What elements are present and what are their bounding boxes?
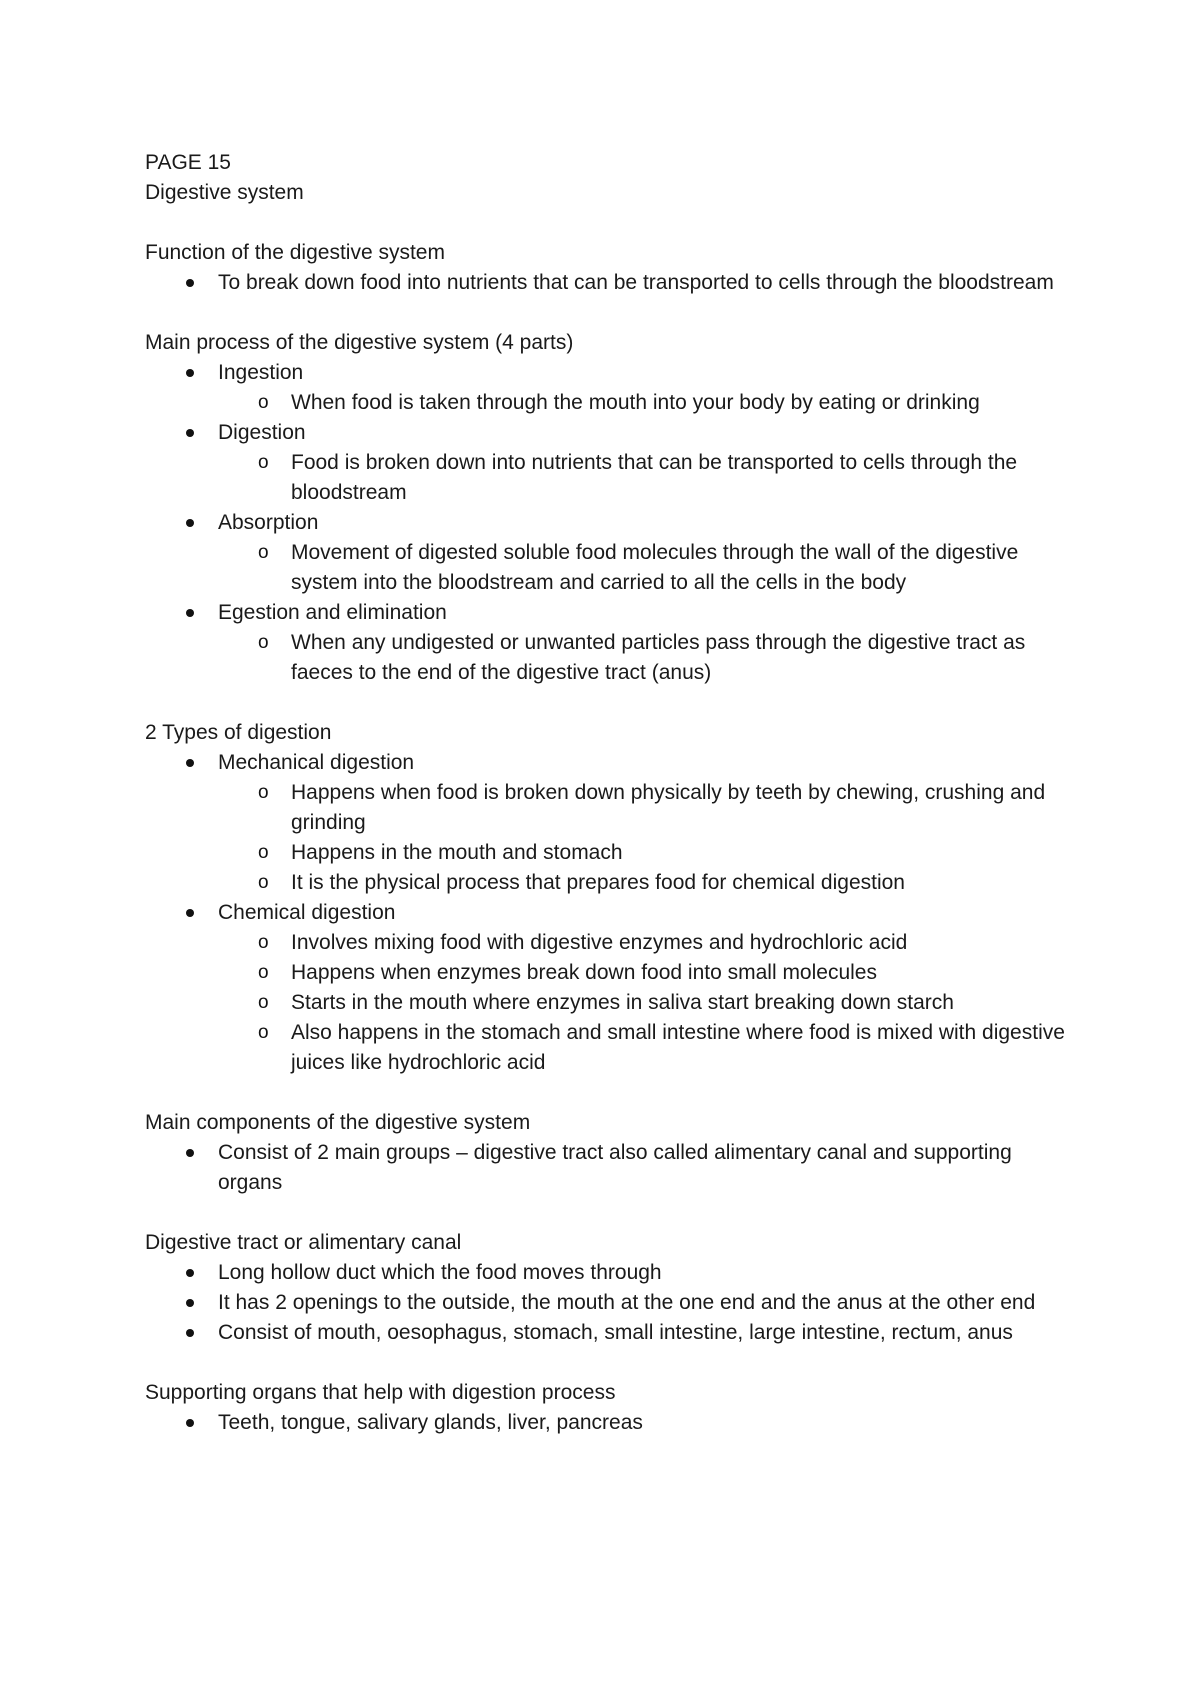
sub-list-item: o Happens in the mouth and stomach: [145, 838, 1075, 868]
spacer: [145, 208, 1075, 238]
section-main-components: [145, 1108, 1075, 1198]
sub-list-item: o Happens when food is broken down physically by teeth by chewing, crushing and grinding: [145, 778, 1075, 838]
list-item: Mechanical digestion: [145, 748, 1075, 778]
spacer: [145, 298, 1075, 328]
bullet-list: [145, 358, 1075, 688]
section-function: [145, 238, 1075, 298]
sub-list-item: o Movement of digested soluble food molecules through the wall of the digestive system into the bloodstream and carried to all the cells in the body: [145, 538, 1075, 598]
list-item: Ingestion: [145, 358, 1075, 388]
section-types-of-digestion: [145, 718, 1075, 1078]
section-main-process: [145, 328, 1075, 688]
list-item: Teeth, tongue, salivary glands, liver, pancreas: [145, 1408, 1075, 1438]
sub-list-item: o Starts in the mouth where enzymes in saliva start breaking down starch: [145, 988, 1075, 1018]
list-item: Consist of 2 main groups – digestive tract also called alimentary canal and supporting organs: [145, 1138, 1075, 1198]
section-heading: Main components of the digestive system: [145, 1111, 531, 1134]
section-digestive-tract: [145, 1228, 1075, 1348]
bullet-list: [145, 268, 1075, 298]
document-title: Digestive system: [145, 181, 304, 204]
document-page: [145, 148, 1075, 1438]
bullet-list: [145, 1138, 1075, 1198]
sub-list-item: o When any undigested or unwanted particles pass through the digestive tract as faeces to the end of the digestive tract (anus): [145, 628, 1075, 688]
list-item: Absorption: [145, 508, 1075, 538]
spacer: [145, 1348, 1075, 1378]
list-item: Long hollow duct which the food moves through: [145, 1258, 1075, 1288]
section-heading: Digestive tract or alimentary canal: [145, 1231, 462, 1254]
list-item: To break down food into nutrients that can be transported to cells through the bloodstream: [145, 268, 1075, 298]
section-heading: Main process of the digestive system (4 parts): [145, 331, 574, 354]
section-heading: Supporting organs that help with digestion process: [145, 1381, 616, 1404]
spacer: [145, 1078, 1075, 1108]
sub-list-item: o Food is broken down into nutrients that can be transported to cells through the bloodstream: [145, 448, 1075, 508]
section-supporting-organs: [145, 1378, 1075, 1438]
list-item: Digestion: [145, 418, 1075, 448]
list-item: Egestion and elimination: [145, 598, 1075, 628]
sub-list-item: o Also happens in the stomach and small intestine where food is mixed with digestive juices like hydrochloric acid: [145, 1018, 1075, 1078]
page-number: PAGE 15: [145, 151, 231, 174]
sub-list-item: o It is the physical process that prepares food for chemical digestion: [145, 868, 1075, 898]
spacer: [145, 688, 1075, 718]
list-item: It has 2 openings to the outside, the mouth at the one end and the anus at the other end: [145, 1288, 1075, 1318]
bullet-list: [145, 748, 1075, 1078]
bullet-list: [145, 1258, 1075, 1348]
bullet-list: [145, 1408, 1075, 1438]
sub-list-item: o When food is taken through the mouth into your body by eating or drinking: [145, 388, 1075, 418]
list-item: Consist of mouth, oesophagus, stomach, small intestine, large intestine, rectum, anus: [145, 1318, 1075, 1348]
section-heading: 2 Types of digestion: [145, 721, 332, 744]
spacer: [145, 1198, 1075, 1228]
list-item: Chemical digestion: [145, 898, 1075, 928]
section-heading: Function of the digestive system: [145, 241, 445, 264]
sub-list-item: o Involves mixing food with digestive enzymes and hydrochloric acid: [145, 928, 1075, 958]
sub-list-item: o Happens when enzymes break down food into small molecules: [145, 958, 1075, 988]
